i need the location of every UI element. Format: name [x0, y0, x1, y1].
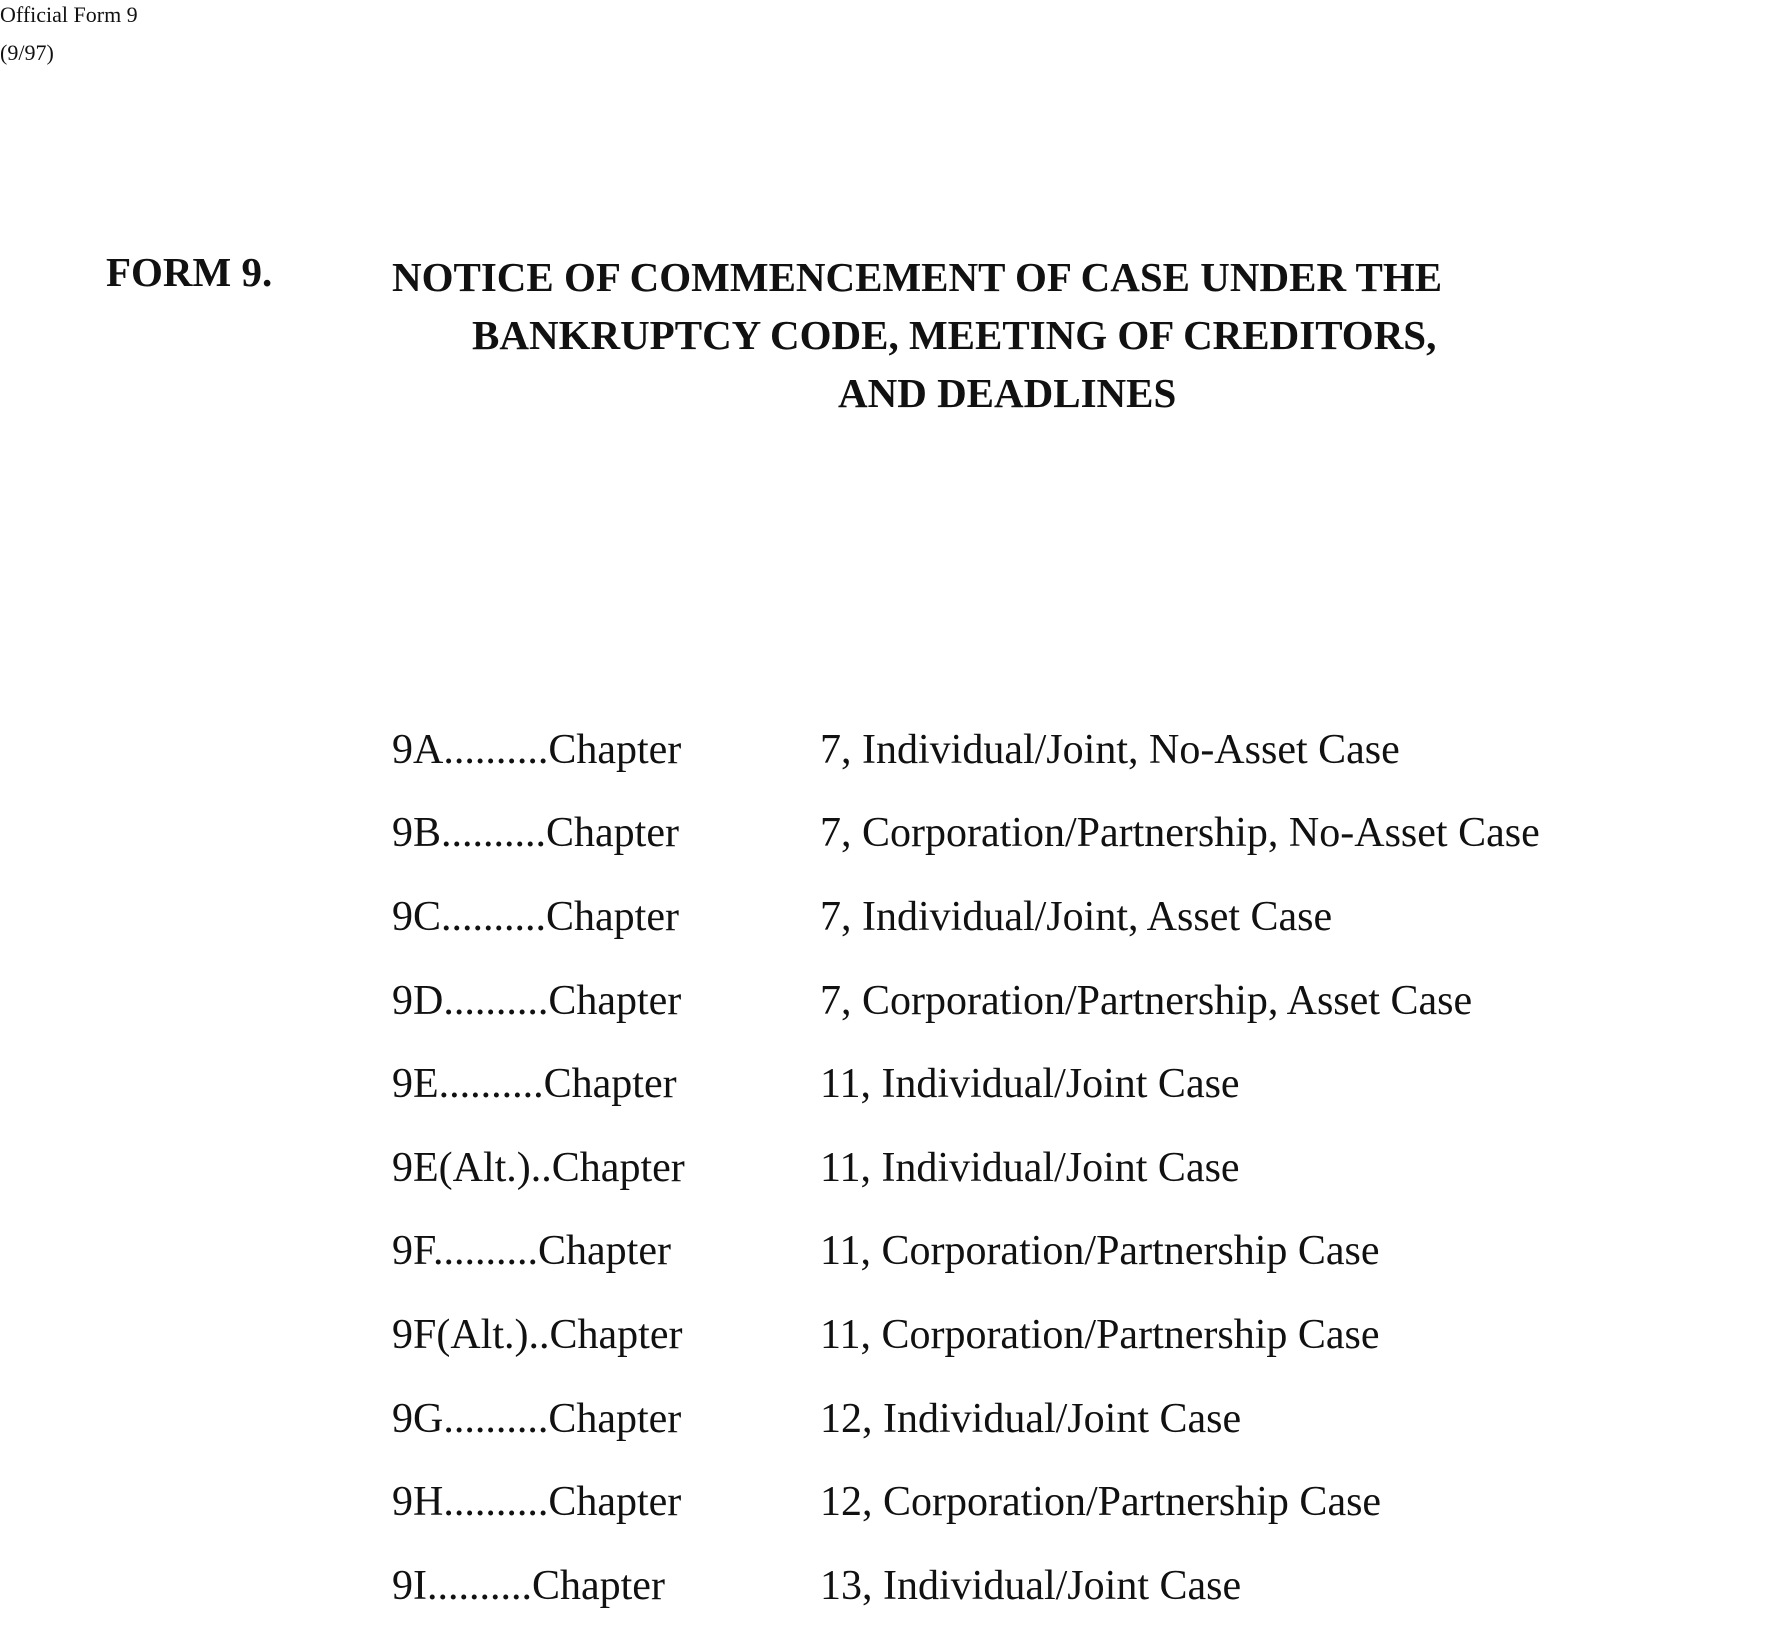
list-item: [392, 1210, 1692, 1294]
variant-description: 7, Individual/Joint, Asset Case: [820, 893, 1333, 940]
variant-code: 9I..........Chapter: [392, 1562, 665, 1609]
form-identifier: Official Form 9: [0, 2, 138, 27]
list-item: [392, 959, 1692, 1043]
variant-description: 7, Corporation/Partnership, Asset Case: [820, 977, 1473, 1024]
variant-code: 9E(Alt.)..Chapter: [392, 1144, 685, 1191]
variant-code: 9F(Alt.)..Chapter: [392, 1311, 683, 1358]
variant-description: 11, Corporation/Partnership Case: [820, 1311, 1380, 1358]
variant-code: 9B..........Chapter: [392, 810, 679, 857]
variant-description: 11, Individual/Joint Case: [820, 1144, 1240, 1191]
list-item: [392, 1042, 1692, 1126]
variant-description: 12, Individual/Joint Case: [820, 1395, 1242, 1442]
list-item: [392, 1377, 1692, 1461]
list-item: [392, 1544, 1692, 1628]
variant-code: 9F..........Chapter: [392, 1228, 671, 1275]
list-item: [392, 1460, 1692, 1544]
list-item: [392, 1293, 1692, 1377]
variant-description: 7, Corporation/Partnership, No-Asset Case: [820, 810, 1540, 857]
form-title: [392, 248, 1622, 422]
list-item: [392, 875, 1692, 959]
list-item: [392, 792, 1692, 876]
variant-description: 11, Individual/Joint Case: [820, 1061, 1240, 1108]
variant-code: 9E..........Chapter: [392, 1061, 677, 1108]
variant-description: 7, Individual/Joint, No-Asset Case: [820, 726, 1400, 773]
list-item: [392, 708, 1692, 792]
list-item: [392, 1126, 1692, 1210]
variant-code: 9H..........Chapter: [392, 1479, 682, 1526]
variant-code: 9D..........Chapter: [392, 977, 682, 1024]
form-title-line-1: NOTICE OF COMMENCEMENT OF CASE UNDER THE: [392, 254, 1443, 300]
form-title-line-3: AND DEADLINES: [838, 370, 1177, 416]
form-variant-list: [392, 708, 1692, 1628]
variant-code: 9A..........Chapter: [392, 726, 682, 773]
form-number: FORM 9.: [106, 249, 273, 295]
form-title-line-2: BANKRUPTCY CODE, MEETING OF CREDITORS,: [472, 312, 1437, 358]
variant-code: 9C..........Chapter: [392, 893, 679, 940]
variant-description: 11, Corporation/Partnership Case: [820, 1228, 1380, 1275]
variant-description: 12, Corporation/Partnership Case: [820, 1479, 1382, 1526]
form-revision-date: (9/97): [0, 40, 54, 65]
variant-description: 13, Individual/Joint Case: [820, 1562, 1242, 1609]
variant-code: 9G..........Chapter: [392, 1395, 682, 1442]
